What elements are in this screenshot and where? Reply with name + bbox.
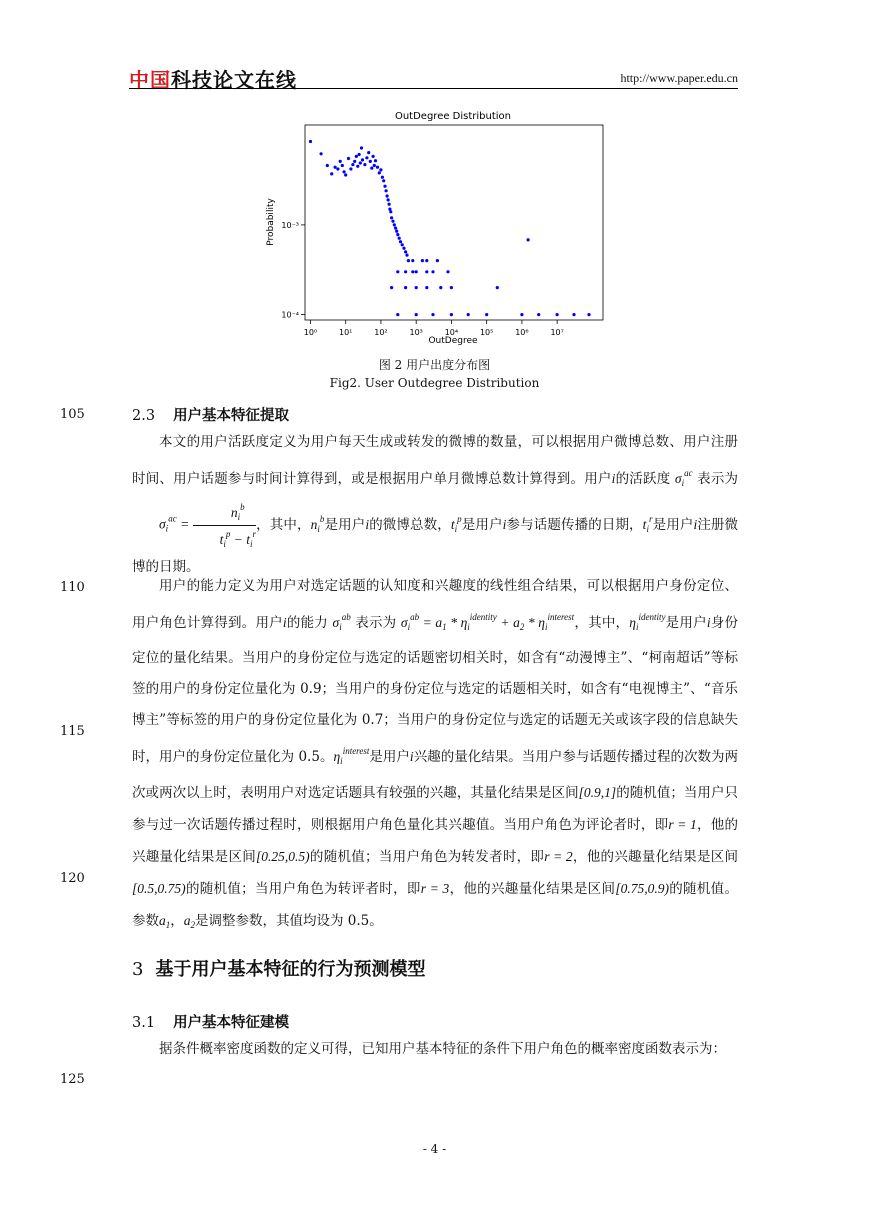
data-point (390, 286, 393, 289)
data-point (396, 313, 399, 316)
data-point (401, 243, 404, 246)
math-sigma-ab: $\sigma_i^{ab}$ (332, 612, 351, 632)
data-point (421, 259, 424, 262)
section-title: 用户基本特征提取 (173, 407, 290, 424)
data-point (347, 157, 350, 160)
math-interval: [0.25,0.5) (256, 849, 310, 864)
data-point (496, 286, 499, 289)
text-run: ， (170, 913, 184, 929)
math-interval: [0.75,0.9) (615, 881, 669, 896)
section-title: 用户基本特征建模 (173, 1014, 290, 1031)
text-run: 是用户 (652, 517, 694, 533)
data-point (415, 270, 418, 273)
math-var: i (502, 517, 507, 532)
data-point (431, 313, 434, 316)
math-var: i (365, 517, 370, 532)
data-point (415, 313, 418, 316)
data-point (330, 172, 333, 175)
header-url[interactable]: http://www.paper.edu.cn (620, 71, 738, 85)
data-point (349, 167, 352, 170)
x-tick-label: 10⁵ (479, 328, 494, 337)
page-number: - 4 - (422, 1142, 447, 1156)
data-point (344, 173, 347, 176)
y-tick-label: 10⁻³ (281, 220, 299, 230)
math-activity-formula: $\sigma_i^{ac}$ = $n_i^b$ $t_i^p - t_i^r$ (132, 499, 256, 552)
data-point (363, 163, 366, 166)
data-point (365, 156, 368, 159)
math-interval: [0.5,0.75) (132, 881, 186, 896)
line-number: 120 (60, 871, 85, 886)
data-point (537, 313, 540, 316)
data-point (309, 140, 312, 143)
data-point (527, 238, 530, 241)
math-eta-interest: $\eta_i^{interest}$ (333, 746, 370, 766)
section-number: 3 (132, 959, 144, 980)
data-point (320, 152, 323, 155)
math-tr: $t_i^r$ (642, 514, 653, 534)
x-tick-label: 10⁷ (550, 328, 564, 337)
x-tick-label: 10¹ (339, 328, 353, 337)
text-run: 兴趣的量化结果。当用户参与话题传播过程的次数为两次或两次以上时，表明用户对选定话题具有较强的兴趣，其量化结果是区间 (132, 749, 739, 801)
data-point (388, 203, 391, 206)
y-tick-label: 10⁻⁴ (281, 310, 299, 320)
data-point (389, 210, 392, 213)
math-role: r = 2 (544, 849, 573, 864)
data-point (353, 160, 356, 163)
data-point (373, 164, 376, 167)
section-heading (132, 404, 289, 425)
data-point (390, 216, 393, 219)
plot-frame (305, 125, 603, 320)
section-number: 2.3 (132, 408, 156, 424)
data-point (436, 259, 439, 262)
data-point (395, 230, 398, 233)
math-role: r = 1 (668, 817, 697, 832)
text-run: 参与话题传播的日期， (506, 517, 643, 533)
data-point (376, 166, 379, 169)
data-point (520, 313, 523, 316)
math-interval: [0.9,1] (578, 785, 617, 800)
text-run: 的随机值；当用户只参与过一次话题传播过程时，则根据用户角色量化其兴趣值。当用户角色为评论者时，即 (132, 785, 739, 833)
data-point (326, 164, 329, 167)
data-point (396, 233, 399, 236)
data-point (398, 237, 401, 240)
data-point (359, 161, 362, 164)
text-run: 的微博总数， (369, 517, 451, 533)
text-run: 身份定位的量化结果。当用户的身份定位与选定的话题密切相关时，如含有“动漫博主”、“柯南超话”等标签的用户的身份定位量化为 0.9；当用户的身份定位与选定的话题相关时，如含有“电视博主”、“音乐博主”等标签的用户的身份定位量化为 0.7；当用户的身份定位与选定的话题无关或该字段的信息缺失时，用户的身份定位量化为 0.5。 (132, 615, 739, 765)
data-point (404, 270, 407, 273)
data-point (378, 171, 381, 174)
text-run: ，他的兴趣量化结果是区间 (572, 849, 739, 865)
data-point (387, 198, 390, 201)
data-point (360, 146, 363, 149)
math-ability-formula: $\sigma_i^{ab} = a_1 * \eta_i^{identity} + a_2 * \eta_i^{interest}$ (400, 612, 575, 632)
math-tp: $t_i^p$ (450, 514, 462, 534)
data-point (405, 254, 408, 257)
data-point (385, 189, 388, 192)
math-var: i (693, 517, 698, 532)
outdegree-chart (255, 100, 605, 350)
text-run: ，他的兴趣量化结果是区间 (449, 881, 616, 897)
data-point (411, 270, 414, 273)
paragraph-ability (132, 571, 738, 941)
paragraph-activity (132, 427, 738, 583)
data-point (425, 286, 428, 289)
data-point (485, 313, 488, 316)
math-role: r = 3 (420, 881, 450, 896)
data-point (339, 160, 342, 163)
text-run: 的活跃度 (615, 471, 671, 487)
math-var: i (282, 615, 287, 630)
data-point (402, 247, 405, 250)
math-n: $n_i^b$ (310, 514, 325, 534)
text-run: ，其中， (256, 517, 311, 533)
paragraph-model: 据条件概率密度函数的定义可得，已知用户基本特征的条件下用户角色的概率密度函数表示为： (159, 1041, 726, 1057)
text-run: 的能力 (286, 615, 329, 631)
header-rule (129, 88, 738, 89)
text-run: 是用户 (665, 615, 707, 631)
math-sigma-ac: $\sigma_i^{ac}$ (674, 468, 693, 488)
text-run: 表示为 (355, 615, 397, 631)
line-number: 110 (60, 580, 85, 595)
line-number: 105 (60, 407, 85, 422)
text-run: ，他的兴趣量化结果是区间 (132, 817, 739, 865)
data-point (556, 313, 559, 316)
data-point (450, 286, 453, 289)
x-tick-label: 10⁶ (515, 328, 529, 337)
data-point (379, 168, 382, 171)
text-run: 用户的能力定义为用户对选定话题的认知度和兴趣度的线性组合结果，可以根据用户身份定位、用户角色计算得到。用户 (132, 578, 738, 631)
data-point (425, 259, 428, 262)
data-point (411, 259, 414, 262)
data-point (358, 153, 361, 156)
data-point (396, 270, 399, 273)
data-point (446, 270, 449, 273)
math-var: i (611, 471, 616, 486)
text-run: 表示为 (697, 471, 739, 487)
text-run: 是用户 (369, 749, 410, 765)
data-point (431, 270, 434, 273)
data-point (393, 223, 396, 226)
data-point (381, 176, 384, 179)
section-number: 3.1 (132, 1015, 156, 1031)
math-a2: $a_2$ (183, 913, 195, 930)
logo-black-text: 科技论文在线 (171, 68, 297, 92)
data-point (391, 220, 394, 223)
data-point (367, 151, 370, 154)
data-point (394, 227, 397, 230)
x-tick-label: 10⁴ (444, 328, 459, 337)
text-run: 的随机值；当用户角色为转评者时，即 (185, 881, 421, 897)
subsection-heading (132, 1011, 289, 1032)
data-point (374, 159, 377, 162)
line-number: 115 (60, 724, 85, 739)
data-point (341, 164, 344, 167)
x-tick-label: 10³ (409, 328, 423, 337)
data-point (439, 286, 442, 289)
data-point (370, 167, 373, 170)
data-point (386, 194, 389, 197)
data-point (399, 240, 402, 243)
math-var: i (409, 749, 414, 764)
data-point (336, 167, 339, 170)
x-tick-label: 10⁰ (303, 328, 318, 337)
text-run: 的随机值；当用户角色为转发者时，即 (309, 849, 545, 865)
data-point (572, 313, 575, 316)
data-point (415, 286, 418, 289)
math-a1: $a_1$ (159, 913, 171, 930)
data-point (383, 185, 386, 188)
text-run: 是用户 (324, 517, 366, 533)
data-point (351, 163, 354, 166)
data-point (356, 165, 359, 168)
data-point (404, 286, 407, 289)
figure-caption-en: Fig2. User Outdegree Distribution (329, 376, 540, 390)
figure-caption-cn: 图 2 用户出度分布图 (378, 358, 491, 372)
section-title: 基于用户基本特征的行为预测模型 (155, 959, 426, 980)
chart-title: OutDegree Distribution (394, 111, 512, 122)
data-point (425, 270, 428, 273)
data-point (467, 313, 470, 316)
data-point (334, 166, 337, 169)
data-point (407, 259, 410, 262)
text-run: 是调整参数，其值均设为 0.5。 (195, 913, 383, 929)
data-point (382, 179, 385, 182)
text-run: 本文的用户活跃度定义为用户每天生成或转发的微博的数量，可以根据用户微博总数、用户注册时间、用户话题参与时间计算得到，或是根据用户单月微博总数计算得到。用户 (132, 434, 738, 487)
data-point (343, 170, 346, 173)
data-point (450, 313, 453, 316)
math-var: i (706, 615, 711, 630)
text-run: 的随机值。参数 (132, 881, 738, 929)
data-point (355, 155, 358, 158)
data-point (372, 155, 375, 158)
logo-red-text: 中国 (129, 68, 171, 92)
x-axis-label: OutDegree (428, 336, 478, 346)
data-point (404, 250, 407, 253)
data-point (361, 158, 364, 161)
math-eta-identity: $\eta_i^{identity}$ (629, 612, 666, 632)
text-run: ，其中， (574, 615, 630, 631)
data-point (369, 160, 372, 163)
text-run: 注册微博的日期。 (132, 517, 739, 575)
text-run: 是用户 (461, 517, 503, 533)
line-number: 125 (60, 1072, 85, 1087)
y-axis-label: Probability (266, 198, 276, 246)
section-heading-main (132, 955, 425, 981)
x-tick-label: 10² (374, 328, 388, 337)
data-point (587, 313, 590, 316)
